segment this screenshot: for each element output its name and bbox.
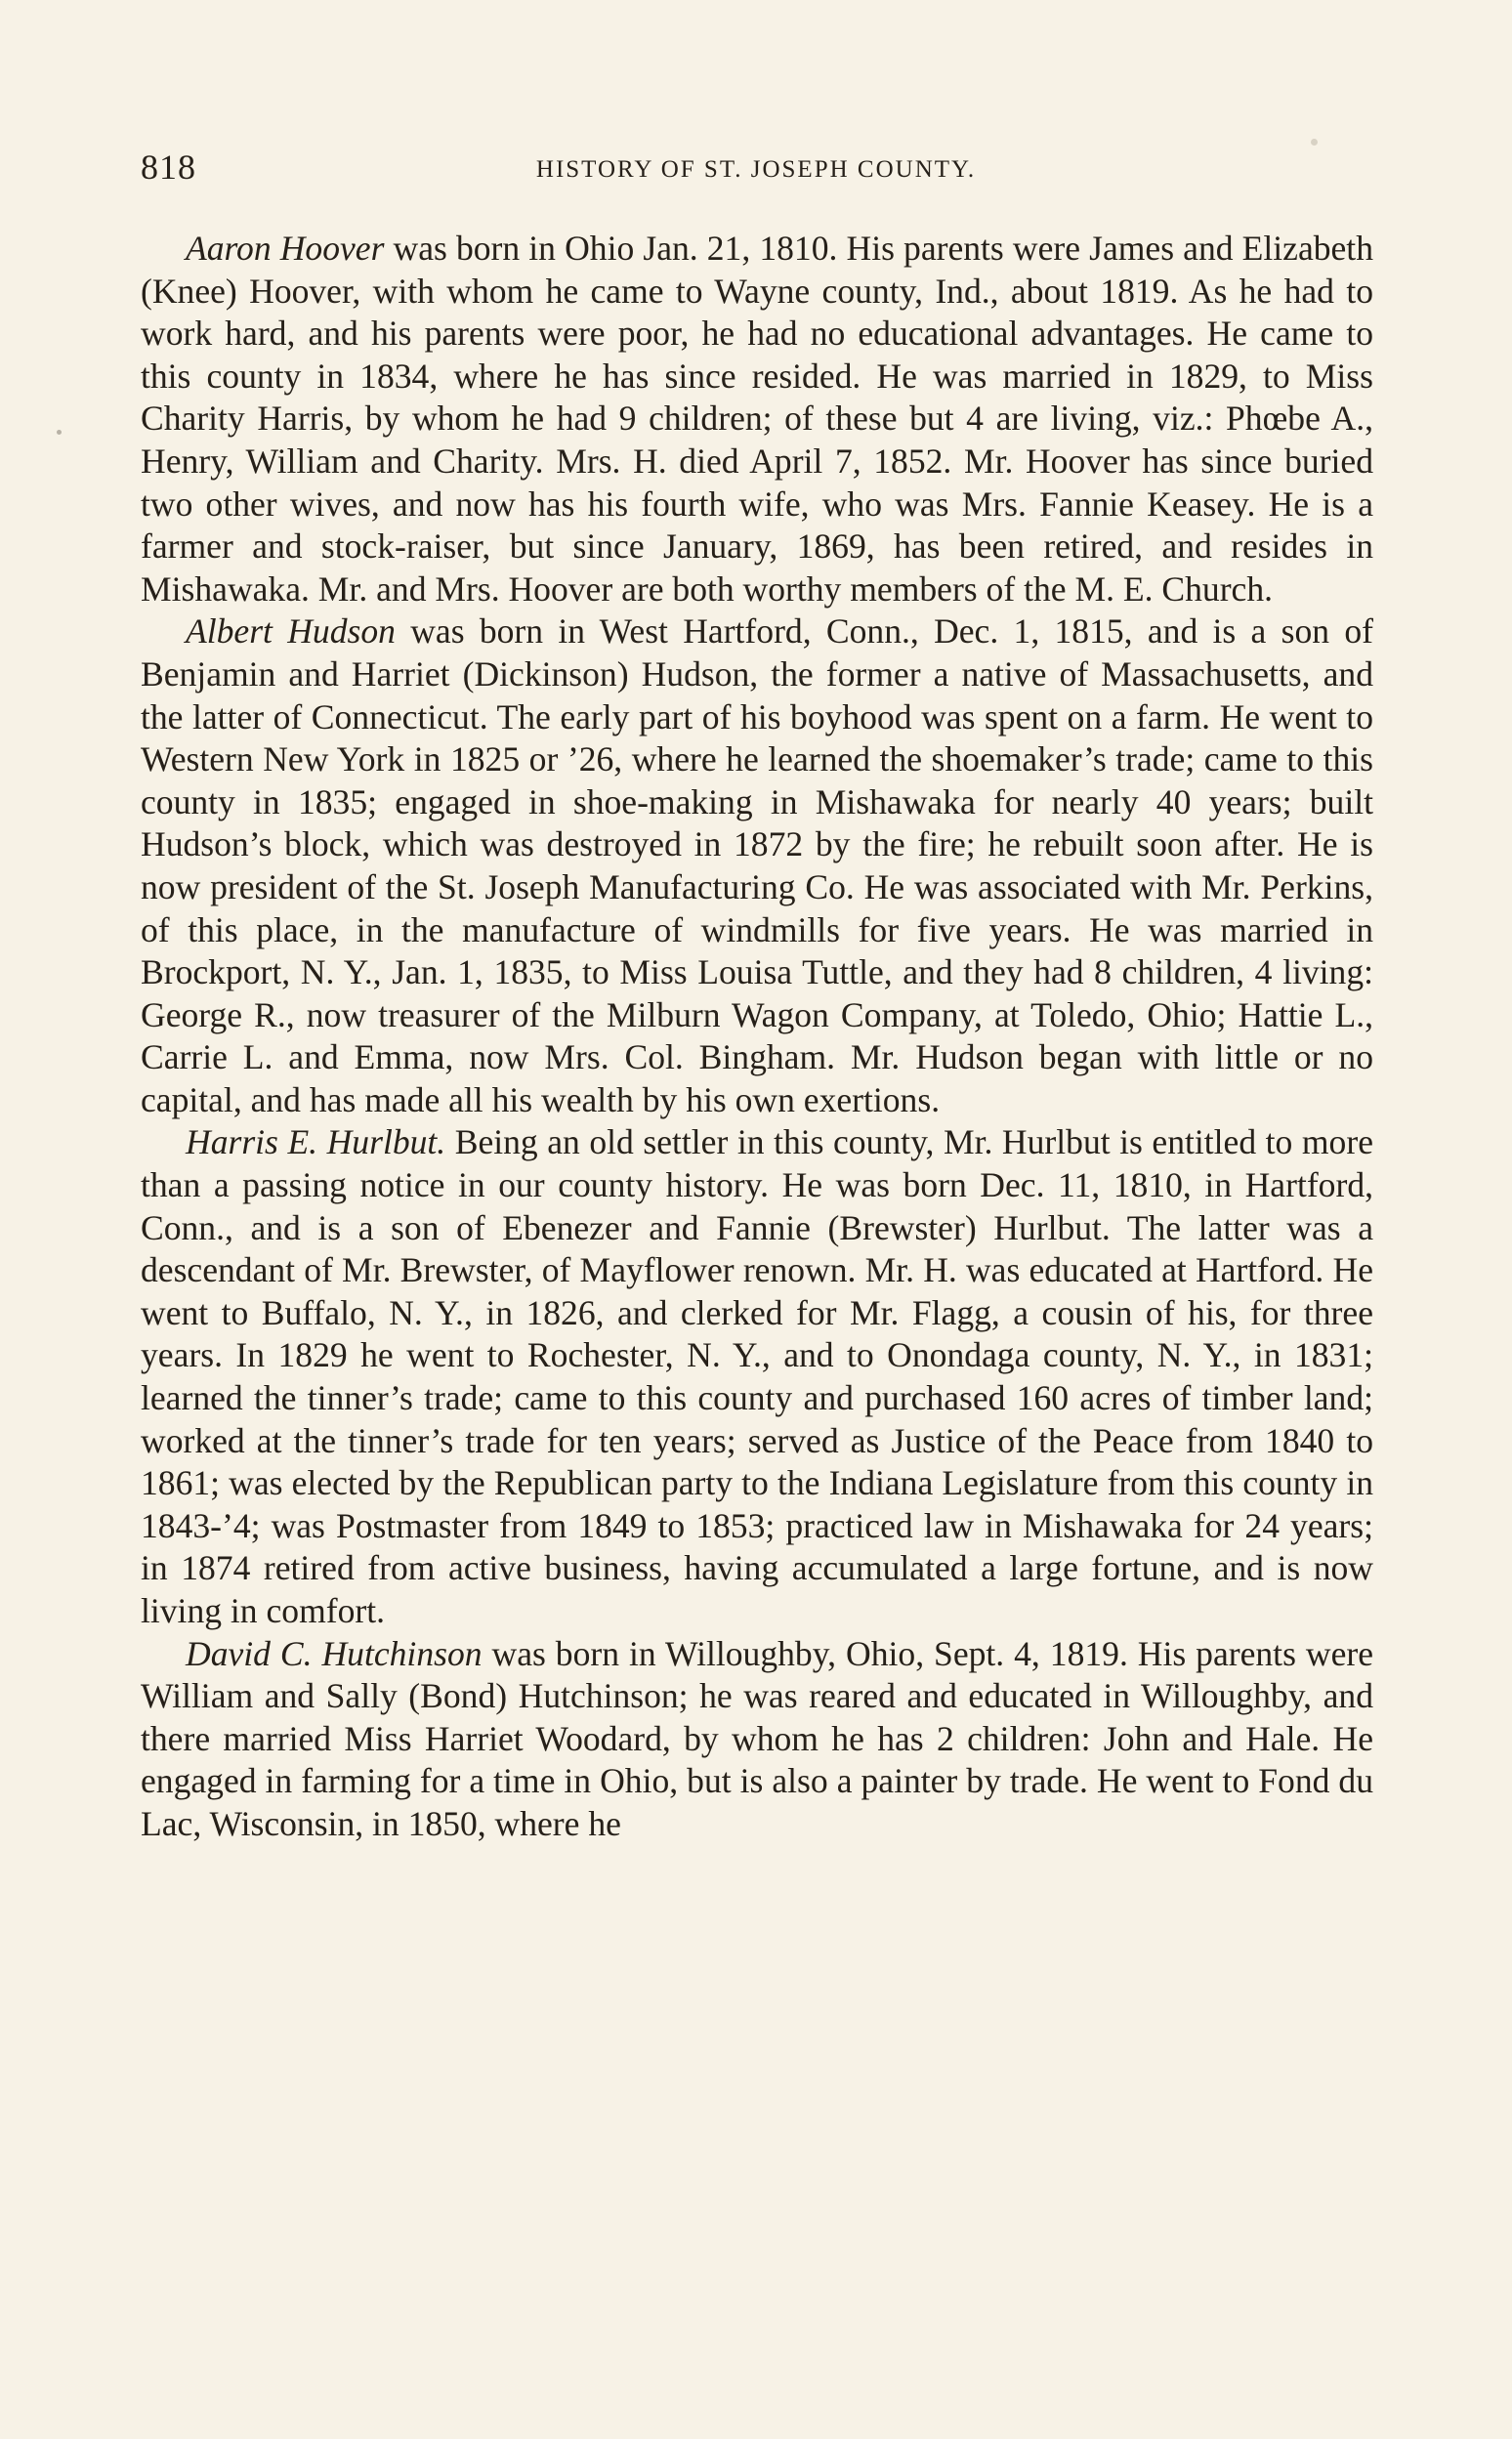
- biography-entry-hudson: [141, 610, 1373, 1121]
- entry-name: Harris E. Hurlbut.: [186, 1122, 446, 1162]
- page-number: 818: [141, 147, 196, 187]
- entry-name: Aaron Hoover: [186, 229, 385, 268]
- biography-text: [141, 228, 1373, 1846]
- entry-text: Being an old settler in this county, Mr. Hurlbut is entitled to more than a passing notice in our county history. He was born Dec. 11, 1810, in Hartford, Conn., and is a son of Ebenezer and Fannie (Brewster) Hurlbut. The latter was a descendant of Mr. Brewster, of Mayflower renown. Mr. H. was educated at Hartford. He went to Buffalo, N. Y., in 1826, and clerked for Mr. Flagg, a cousin of his, for three years. In 1829 he went to Rochester, N. Y., and to Onondaga county, N. Y., in 1831; learned the tinner’s trade; came to this county and purchased 160 acres of timber land; worked at the tinner’s trade for ten years; served as Justice of the Peace from 1840 to 1861; was elected by the Republican party to the Indiana Legislature from this county in 1843-’4; was Postmaster from 1849 to 1853; practiced law in Mishawaka for 24 years; in 1874 retired from active business, having accumulated a large fortune, and is now living in comfort.: [141, 1122, 1373, 1630]
- entry-text: was born in West Hartford, Conn., Dec. 1, 1815, and is a son of Benjamin and Harriet (Dickinson) Hudson, the former a native of Massachusetts, and the latter of Connecticut. The early part of his boyhood was spent on a farm. He went to Western New York in 1825 or ’26, where he learned the shoemaker’s trade; came to this county in 1835; engaged in shoe-making in Mishawaka for nearly 40 years; built Hudson’s block, which was destroyed in 1872 by the fire; he rebuilt soon after. He is now president of the St. Joseph Manufacturing Co. He was associated with Mr. Perkins, of this place, in the manufacture of windmills for five years. He was married in Brockport, N. Y., Jan. 1, 1835, to Miss Louisa Tuttle, and they had 8 children, 4 living: George R., now treasurer of the Milburn Wagon Company, at Toledo, Ohio; Hattie L., Carrie L. and Emma, now Mrs. Col. Bingham. Mr. Hudson began with little or no capital, and has made all his wealth by his own exertions.: [141, 611, 1373, 1119]
- biography-entry-hutchinson: [141, 1633, 1373, 1846]
- entry-text: was born in Ohio Jan. 21, 1810. His parents were James and Elizabeth (Knee) Hoover, with whom he came to Wayne county, Ind., about 1819. As he had to work hard, and his parents were poor, he had no educational advantages. He came to this county in 1834, where he has since resided. He was married in 1829, to Miss Charity Harris, by whom he had 9 children; of these but 4 are living, viz.: Phœbe A., Henry, William and Charity. Mrs. H. died April 7, 1852. Mr. Hoover has since buried two other wives, and now has his fourth wife, who was Mrs. Fannie Keasey. He is a farmer and stock-raiser, but since January, 1869, has been retired, and resides in Mishawaka. Mr. and Mrs. Hoover are both worthy members of the M. E. Church.: [141, 229, 1373, 609]
- running-head: [141, 147, 1371, 197]
- header-title: HISTORY OF ST. JOSEPH COUNTY.: [535, 156, 977, 183]
- entry-name: Albert Hudson: [186, 611, 396, 652]
- biography-entry-hoover: [141, 228, 1373, 610]
- entry-name: David C. Hutchinson: [186, 1633, 483, 1673]
- entry-text: was born in Willoughby, Ohio, Sept. 4, 1819. His parents were William and Sally (Bond) Hutchinson; he was reared and educated in Willoughby, and there married Miss Harriet Woodard, by whom he has 2 children: John and Hale. He engaged in farming for a time in Ohio, but is also a painter by trade. He went to Fond du Lac, Wisconsin, in 1850, where he: [141, 1633, 1373, 1843]
- margin-mark: [57, 430, 62, 435]
- paper-speck: [1311, 139, 1318, 146]
- biography-entry-hurlbut: [141, 1121, 1373, 1632]
